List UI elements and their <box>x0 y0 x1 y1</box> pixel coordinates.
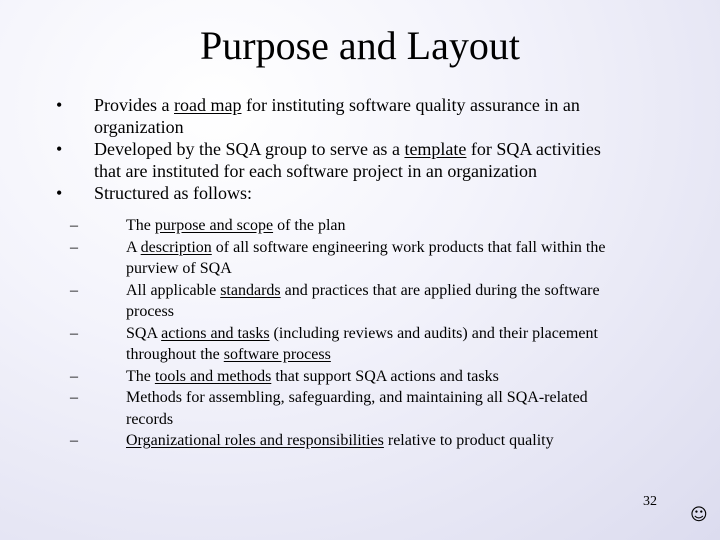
bullet-marker: • <box>56 95 63 115</box>
bullet-item: • Provides a road map for instituting software quality assurance in an organization <box>56 95 580 137</box>
underlined-term: template <box>404 139 467 159</box>
sub-bullet-item: – Organizational roles and responsibilities relative to product quality <box>70 430 670 452</box>
slide-title: Purpose and Layout <box>200 23 520 68</box>
underlined-term: actions and tasks <box>161 324 270 342</box>
sub-bullet-list <box>70 215 670 452</box>
dash-marker: – <box>70 367 78 385</box>
dash-marker: – <box>70 217 78 234</box>
sub-bullet-item: – All applicable standards and practices that are applied during the software process <box>70 281 600 320</box>
dash-marker: – <box>70 238 78 256</box>
bullet-item: • Structured as follows: <box>56 183 252 203</box>
sub-bullet-item: – The tools and methods that support SQA actions and tasks <box>70 366 670 388</box>
dash-marker: – <box>70 324 78 342</box>
dash-marker: – <box>70 389 78 406</box>
bullet-marker: • <box>56 139 63 159</box>
underlined-term: standards <box>220 281 281 299</box>
sub-bullet-item: – Methods for assembling, safeguarding, and maintaining all SQA-related records <box>70 389 588 428</box>
page-number: 32 <box>643 494 657 509</box>
sub-bullet-item: – The purpose and scope of the plan <box>70 215 670 237</box>
bullet-item: • Developed by the SQA group to serve as a template for SQA activities that are instituted for each software project in an organization <box>56 139 601 181</box>
underlined-term: description <box>140 238 212 256</box>
underlined-term: road map <box>174 95 242 115</box>
sub-bullet-item: – SQA actions and tasks (including reviews and audits) and their placement throughout the software process <box>70 324 598 363</box>
sub-bullet-item: – A description of all software engineering work products that fall within the purview of SQA <box>70 238 606 277</box>
underlined-term: tools and methods <box>154 367 272 385</box>
dash-marker: – <box>70 281 78 299</box>
dash-marker: – <box>70 432 78 449</box>
underlined-term: purpose and scope <box>154 217 274 234</box>
underlined-term: Organizational roles and responsibilities <box>126 432 384 449</box>
bullet-marker: • <box>56 183 63 203</box>
smiley-icon: ☺ <box>690 505 708 525</box>
bullet-list <box>56 94 676 204</box>
underlined-term: software process <box>223 346 331 363</box>
